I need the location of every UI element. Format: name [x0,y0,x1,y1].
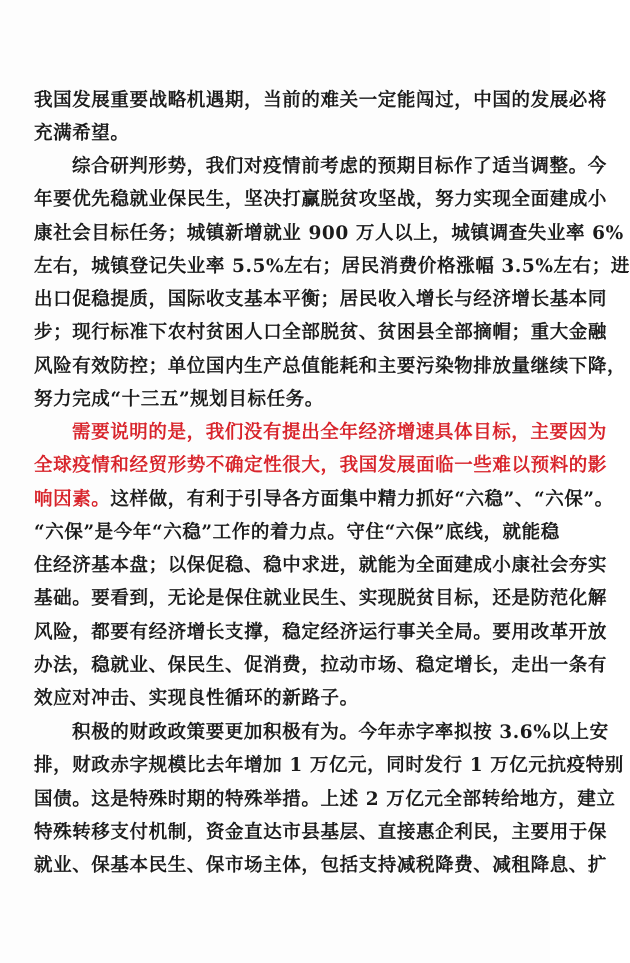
text-line: 年要优先稳就业保民生，坚决打赢脱贫攻坚战，努力实现全面建成小 [34,189,608,211]
highlighted-text-line: 全球疫情和经贸形势不确定性很大，我国发展面临一些难以预料的影 [34,455,608,477]
text-line: 左右，城镇登记失业率 5.5%左右；居民消费价格涨幅 3.5%左右；进 [34,255,630,277]
text-line: 效应对冲击、实现良性循环的新路子。 [34,688,359,710]
text-line: 住经济基本盘；以保促稳、稳中求进，就能为全面建成小康社会夯实 [34,555,608,577]
text-line: 特殊转移支付机制，资金直达市县基层、直接惠企利民，主要用于保 [34,821,608,843]
text-line: 综合研判形势，我们对疫情前考虑的预期目标作了适当调整。今 [72,156,607,177]
highlighted-text-span: 响因素。 [34,488,111,510]
highlighted-text-line: 需要说明的是，我们没有提出全年经济增速具体目标，主要因为 [72,422,607,443]
text-line: 就业、保基本民生、保市场主体，包括支持减税降费、减租降息、扩 [34,855,608,877]
text-line: 办法，稳就业、保民生、促消费，拉动市场、稳定增长，走出一条有 [34,655,608,677]
text-line: 努力完成“十三五”规划目标任务。 [34,389,324,411]
text-line: 排，财政赤字规模比去年增加 1 万亿元，同时发行 1 万亿元抗疫特别 [34,755,624,777]
text-line: 出口促稳提质，国际收支基本平衡；居民收入增长与经济增长基本同 [34,289,608,311]
text-line: 我国发展重要战略机遇期，当前的难关一定能闯过，中国的发展必将 [34,90,608,111]
text-line: 积极的财政政策要更加积极有为。今年赤字率拟按 3.6%以上安 [72,722,609,743]
text-line: 风险，都要有经济增长支撑，稳定经济运行事关全局。要用改革开放 [34,621,608,643]
intro-paragraph [34,84,608,151]
text-line: 康社会目标任务；城镇新增就业 900 万人以上，城镇调查失业率 6% [34,222,624,244]
text-line: “六保”是今年“六稳”工作的着力点。守住“六保”底线，就能稳 [34,521,560,543]
text-line: 充满希望。 [34,123,130,145]
text-line: 国债。这是特殊时期的特殊举措。上述 2 万亿元全部转给地方，建立 [34,788,616,810]
text-line: 步；现行标准下农村贫困人口全部脱贫、贫困县全部摘帽；重大金融 [34,322,608,344]
text-line: 基础。要看到，无论是保住就业民生、实现脱贫目标，还是防范化解 [34,588,608,610]
growth-target-paragraph [34,416,614,716]
text-line: 风险有效防控；单位国内生产总值能耗和主要污染物排放量继续下降， [34,355,627,377]
mixed-text-line [34,483,614,516]
targets-paragraph [34,150,630,416]
fiscal-policy-paragraph [34,716,624,882]
text-span: 这样做，有利于引导各方面集中精力抓好“六稳”、“六保”。 [110,488,614,510]
